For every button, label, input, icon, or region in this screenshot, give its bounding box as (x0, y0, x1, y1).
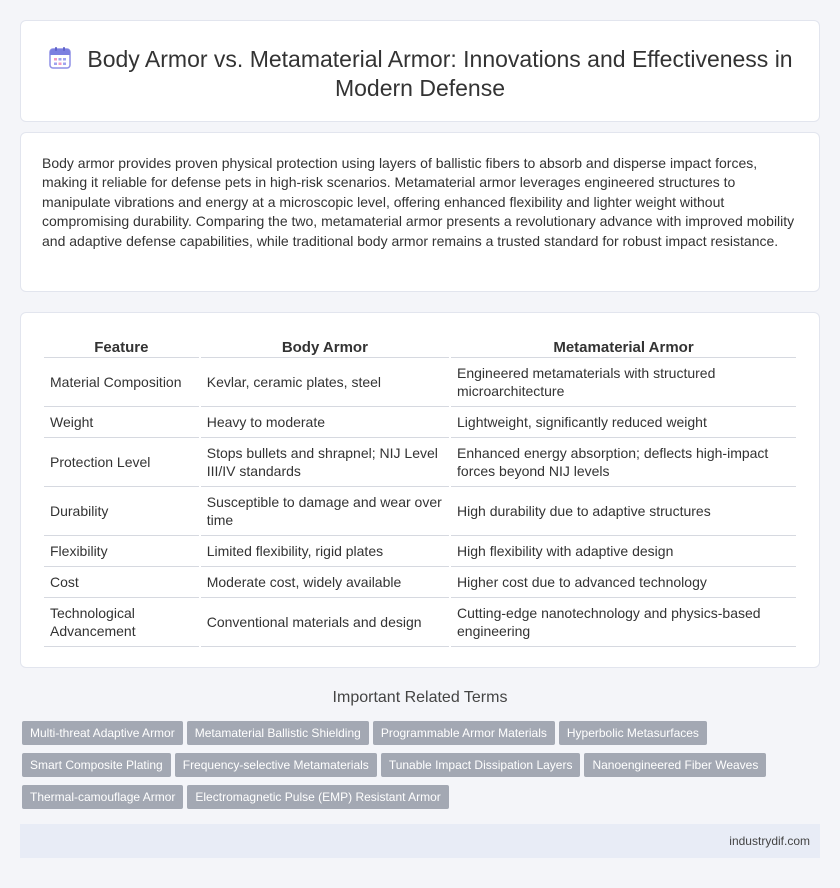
related-term-tag[interactable]: Hyperbolic Metasurfaces (559, 721, 707, 745)
related-terms-list (22, 721, 759, 817)
related-term-tag[interactable]: Nanoengineered Fiber Weaves (584, 753, 766, 777)
related-term-tag[interactable]: Thermal-camouflage Armor (22, 785, 183, 809)
table-row (44, 438, 796, 487)
table-row (44, 567, 796, 598)
title-card (20, 20, 820, 122)
table-row (44, 598, 796, 647)
related-term-tag[interactable]: Programmable Armor Materials (373, 721, 555, 745)
cell-feature: Weight (44, 407, 199, 438)
cell-feature: Durability (44, 487, 199, 536)
header-feature: Feature (44, 333, 199, 358)
cell-metamaterial-armor: Cutting-edge nanotechnology and physics-based engineering (451, 598, 796, 647)
summary-text: Body armor provides proven physical protection using layers of ballistic fibers to absorb and disperse impact forces, making it reliable for defense pets in high-risk scenarios. Metamaterial armor leverages engineered structures to manipulate vibrations and energy at a microscopic level, offering enhanced flexibility and lighter weight without compromising durability. Comparing the two, metamaterial armor presents a revolutionary advance with improved mobility and adaptive defense capabilities, while traditional body armor remains a trusted standard for robust impact resistance. (42, 155, 795, 249)
cell-body-armor: Moderate cost, widely available (201, 567, 449, 598)
comparison-table (42, 333, 798, 647)
table-header-row (44, 333, 796, 358)
header-body-armor: Body Armor (201, 333, 449, 358)
header-metamaterial-armor: Metamaterial Armor (451, 333, 796, 358)
cell-metamaterial-armor: High flexibility with adaptive design (451, 536, 796, 567)
cell-body-armor: Kevlar, ceramic plates, steel (201, 358, 449, 407)
cell-body-armor: Limited flexibility, rigid plates (201, 536, 449, 567)
cell-feature: Material Composition (44, 358, 199, 407)
cell-feature: Technological Advancement (44, 598, 199, 647)
cell-metamaterial-armor: Lightweight, significantly reduced weight (451, 407, 796, 438)
title-wrap (21, 45, 819, 103)
table-row (44, 358, 796, 407)
cell-feature: Flexibility (44, 536, 199, 567)
summary-card (20, 132, 820, 292)
tag-row (22, 753, 759, 785)
comparison-table-card (20, 312, 820, 668)
cell-feature: Cost (44, 567, 199, 598)
cell-metamaterial-armor: High durability due to adaptive structures (451, 487, 796, 536)
cell-body-armor: Conventional materials and design (201, 598, 449, 647)
cell-body-armor: Susceptible to damage and wear over time (201, 487, 449, 536)
cell-metamaterial-armor: Engineered metamaterials with structured microarchitecture (451, 358, 796, 407)
related-term-tag[interactable]: Electromagnetic Pulse (EMP) Resistant Armor (187, 785, 448, 809)
page-title (21, 45, 819, 103)
tag-row (22, 721, 742, 753)
cell-feature: Protection Level (44, 438, 199, 487)
related-term-tag[interactable]: Multi-threat Adaptive Armor (22, 721, 183, 745)
cell-body-armor: Stops bullets and shrapnel; NIJ Level III/IV standards (201, 438, 449, 487)
related-term-tag[interactable]: Metamaterial Ballistic Shielding (187, 721, 369, 745)
title-text: Body Armor vs. Metamaterial Armor: Innovations and Effectiveness in Modern Defense (87, 46, 793, 101)
footer (20, 824, 820, 858)
related-term-tag[interactable]: Tunable Impact Dissipation Layers (381, 753, 581, 777)
footer-site[interactable]: industrydif.com (729, 834, 810, 848)
cell-metamaterial-armor: Higher cost due to advanced technology (451, 567, 796, 598)
tag-row (22, 785, 742, 817)
related-term-tag[interactable]: Smart Composite Plating (22, 753, 171, 777)
table-row (44, 407, 796, 438)
cell-body-armor: Heavy to moderate (201, 407, 449, 438)
cell-metamaterial-armor: Enhanced energy absorption; deflects high-impact forces beyond NIJ levels (451, 438, 796, 487)
related-term-tag[interactable]: Frequency-selective Metamaterials (175, 753, 377, 777)
table-row (44, 487, 796, 536)
related-terms-heading: Important Related Terms (332, 689, 508, 706)
calendar-icon (47, 46, 73, 70)
table-row (44, 536, 796, 567)
